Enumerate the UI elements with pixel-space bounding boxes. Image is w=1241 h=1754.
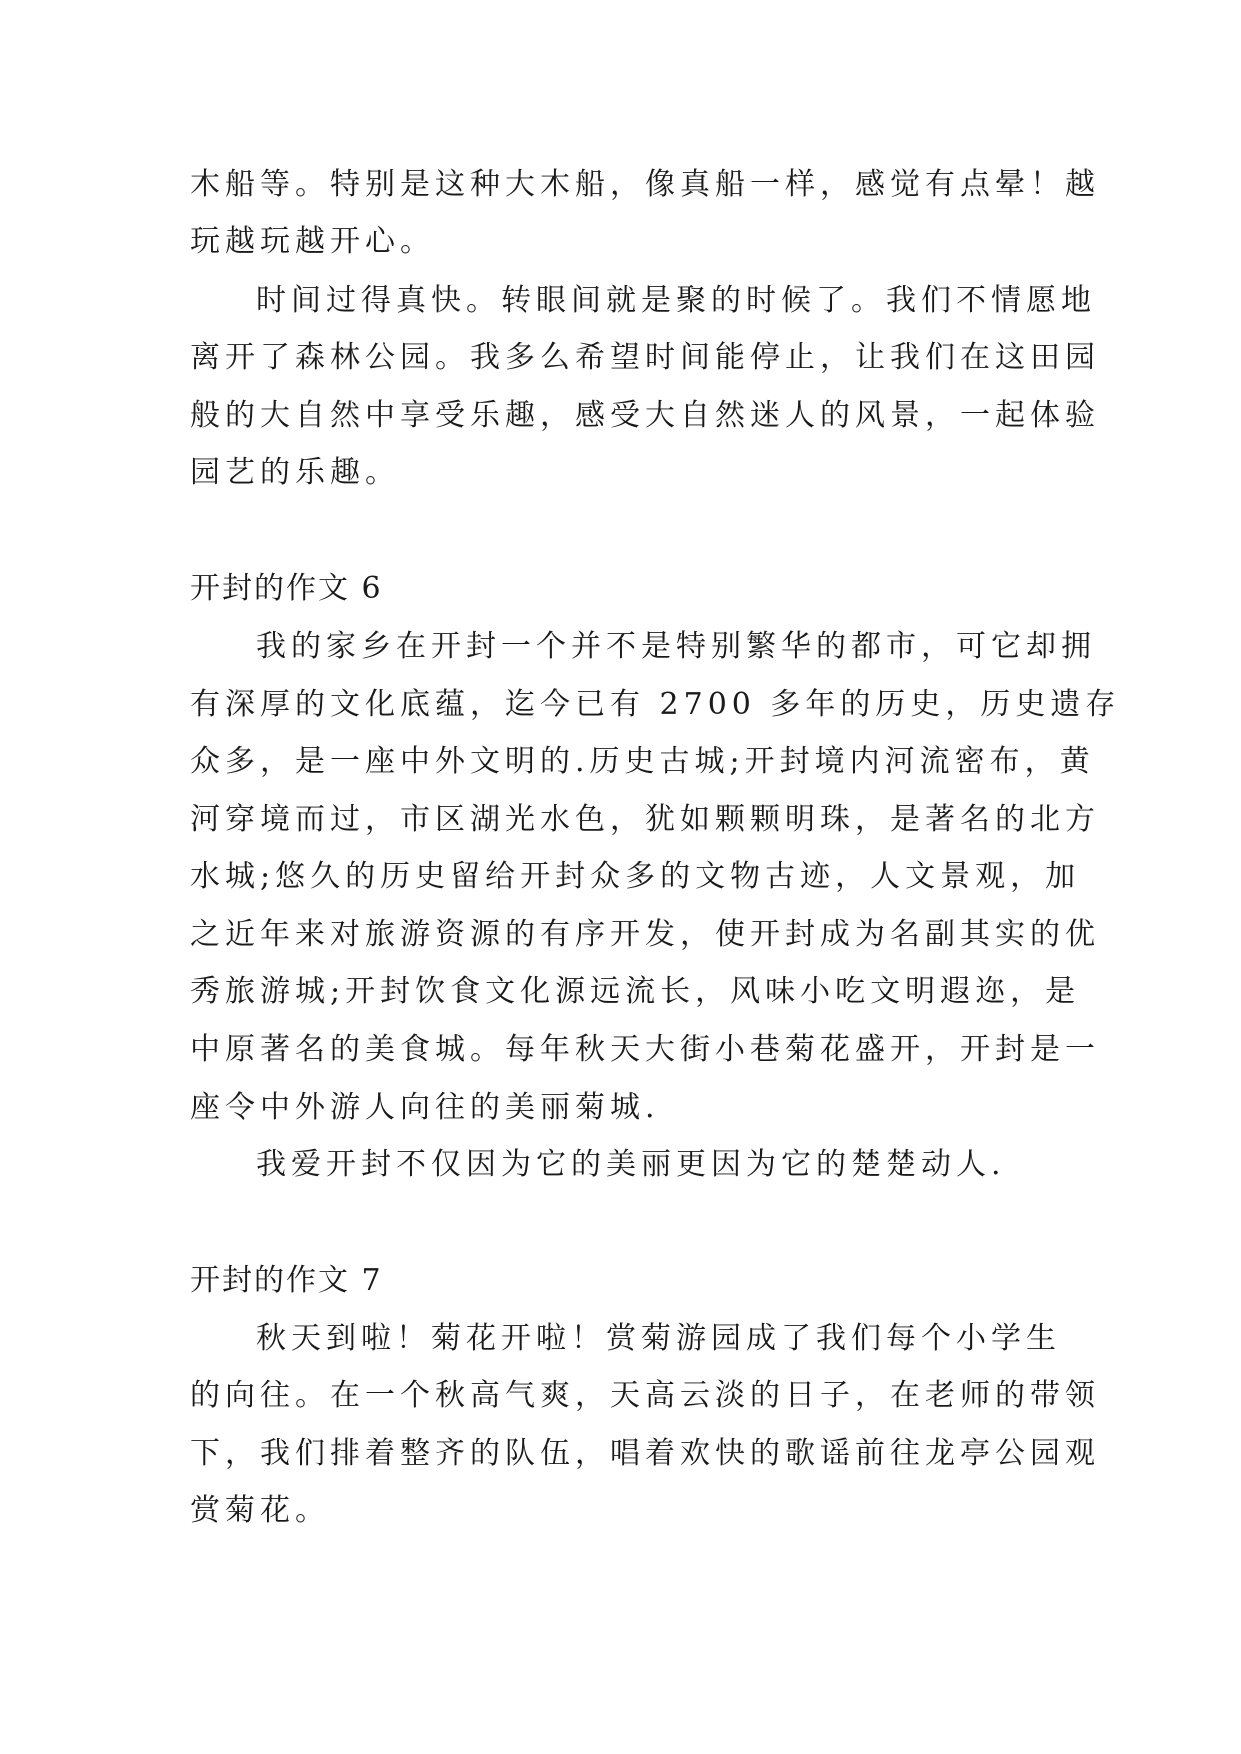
- paragraph-line: 玩越玩越开心。: [190, 224, 435, 259]
- paragraph-line: 中原著名的美食城。每年秋天大街小巷菊花盛开，开封是一: [190, 1032, 1100, 1067]
- paragraph-line: 有深厚的文化底蕴，迄今已有 2700 多年的历史，历史遗存: [190, 687, 1121, 722]
- paragraph-line: 赏菊花。: [190, 1493, 330, 1528]
- section-heading: 开封的作文 7: [190, 1263, 383, 1298]
- paragraph-line: 园艺的乐趣。: [190, 455, 400, 490]
- paragraph-line: 秀旅游城;开封饮食文化源远流长，风味小吃文明遐迩，是: [190, 974, 1081, 1009]
- paragraph-line: 般的大自然中享受乐趣，感受大自然迷人的风景，一起体验: [190, 398, 1100, 433]
- section-heading: 开封的作文 6: [190, 571, 383, 606]
- paragraph-line: 众多，是一座中外文明的.历史古城;开封境内河流密布，黄: [190, 744, 1095, 779]
- paragraph-line: 水城;悠久的历史留给开封众多的文物古迹，人文景观，加: [190, 859, 1081, 894]
- paragraph-line: 时间过得真快。转眼间就是聚的时候了。我们不情愿地: [256, 283, 1096, 318]
- paragraph-line: 下，我们排着整齐的队伍，唱着欢快的歌谣前往龙亭公园观: [190, 1436, 1100, 1471]
- paragraph-line: 木船等。特别是这种大木船，像真船一样，感觉有点晕！越: [190, 167, 1100, 202]
- paragraph-line: 我的家乡在开封一个并不是特别繁华的都市，可它却拥: [256, 629, 1096, 664]
- paragraph-line: 秋天到啦！菊花开啦！赏菊游园成了我们每个小学生: [256, 1321, 1061, 1356]
- paragraph-line: 我爱开封不仅因为它的美丽更因为它的楚楚动人.: [256, 1147, 1006, 1182]
- paragraph-line: 的向往。在一个秋高气爽，天高云淡的日子，在老师的带领: [190, 1378, 1100, 1413]
- paragraph-line: 河穿境而过，市区湖光水色，犹如颗颗明珠，是著名的北方: [190, 802, 1100, 837]
- paragraph-line: 座令中外游人向往的美丽菊城.: [190, 1090, 660, 1125]
- paragraph-line: 之近年来对旅游资源的有序开发，使开封成为名副其实的优: [190, 917, 1100, 952]
- paragraph-line: 离开了森林公园。我多么希望时间能停止，让我们在这田园: [190, 340, 1100, 375]
